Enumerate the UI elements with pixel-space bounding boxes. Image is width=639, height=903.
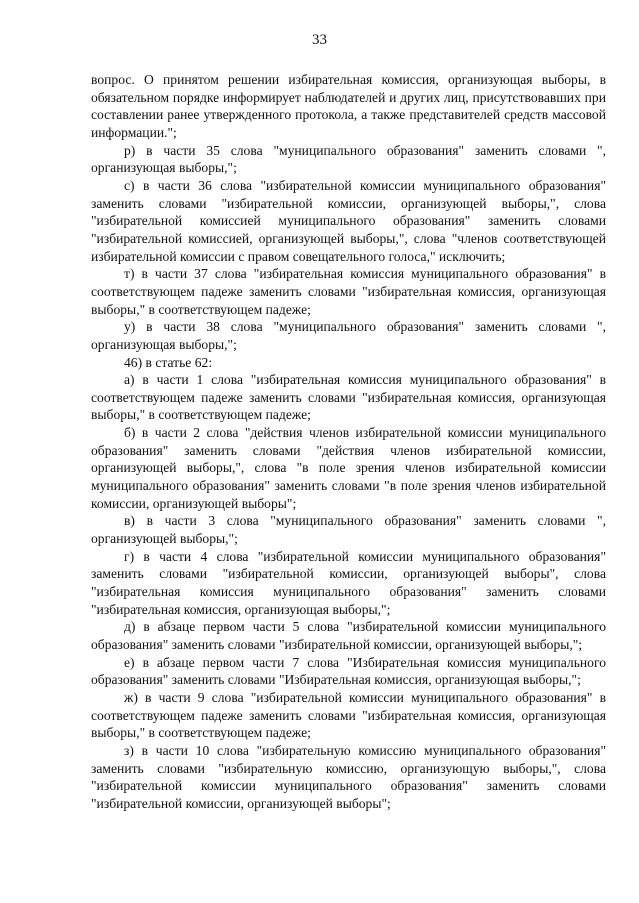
paragraph: у) в части 38 слова "муниципального образования" заменить словами ", организующая выборы,"; (91, 319, 606, 352)
page-number: 33 (312, 32, 327, 48)
paragraph: т) в части 37 слова "избирательная комиссия муниципального образования" в соответствующем падеже заменить словами "избирательная комиссия, организующая выборы," в соответствующем падеже; (91, 266, 606, 317)
paragraph: б) в части 2 слова "действия членов избирательной комиссии муниципального образования" заменить словами "действия членов избирательной комиссии, организующей выборы,", слова "в поле зрения членов избирательной комиссии муниципального образования" заменить словами "в поле зрения членов избирательной комиссии, организующей выборы"; (91, 425, 606, 511)
paragraph: а) в части 1 слова "избирательная комиссия муниципального образования" в соответствующем падеже заменить словами "избирательная комиссия, организующая выборы," в соответствующем падеже; (91, 372, 606, 423)
paragraph: ж) в части 9 слова "избирательной комиссии муниципального образования" в соответствующем падеже заменить словами "избирательная комиссия, организующая выборы," в соответствующем падеже; (91, 689, 606, 741)
paragraph: вопрос. О принятом решении избирательная комиссия, организующая выборы, в обязательном порядке информирует наблюдателей и других лиц, присутствовавших при составлении ранее утвержденного протокола, а также представителей средств массовой информации."; (91, 72, 606, 140)
paragraph: с) в части 36 слова "избирательной комиссии муниципального образования" заменить словами "избирательной комиссии, организующей выборы,", слова "избирательной комиссией муниципального образования" заменить словами "избирательной комиссией, организующей выборы,", слова "членов соответствующей избирательной комиссии с правом совещательного голоса," исключить; (91, 177, 606, 264)
paragraph: е) в абзаце первом части 7 слова "Избирательная комиссия муниципального образования" заменить словами "Избирательная комиссия, организующая выборы,"; (91, 654, 606, 688)
document-body (91, 71, 606, 813)
paragraph: д) в абзаце первом части 5 слова "избирательной комиссии муниципального образования" заменить словами "избирательной комиссии, организующей выборы,"; (91, 619, 606, 652)
paragraph: 46) в статье 62: (124, 354, 213, 370)
paragraph: г) в части 4 слова "избирательной комиссии муниципального образования" заменить словами "избирательной комиссии, организующей выборы", слова "избирательная комиссия муниципального образования" заменить словами "избирательная комиссия, организующая выборы,"; (91, 548, 606, 617)
paragraph: в) в части 3 слова "муниципального образования" заменить словами ", организующей выборы,"; (91, 513, 606, 547)
paragraph: р) в части 35 слова "муниципального образования" заменить словами ", организующая выборы,"; (91, 142, 606, 176)
paragraph: з) в части 10 слова "избирательную комиссию муниципального образования" заменить словами "избирательную комиссию, организующую выборы,", слова "избирательной комиссии муниципального образования" заменить словами "избирательной комиссии, организующей выборы"; (91, 742, 606, 811)
